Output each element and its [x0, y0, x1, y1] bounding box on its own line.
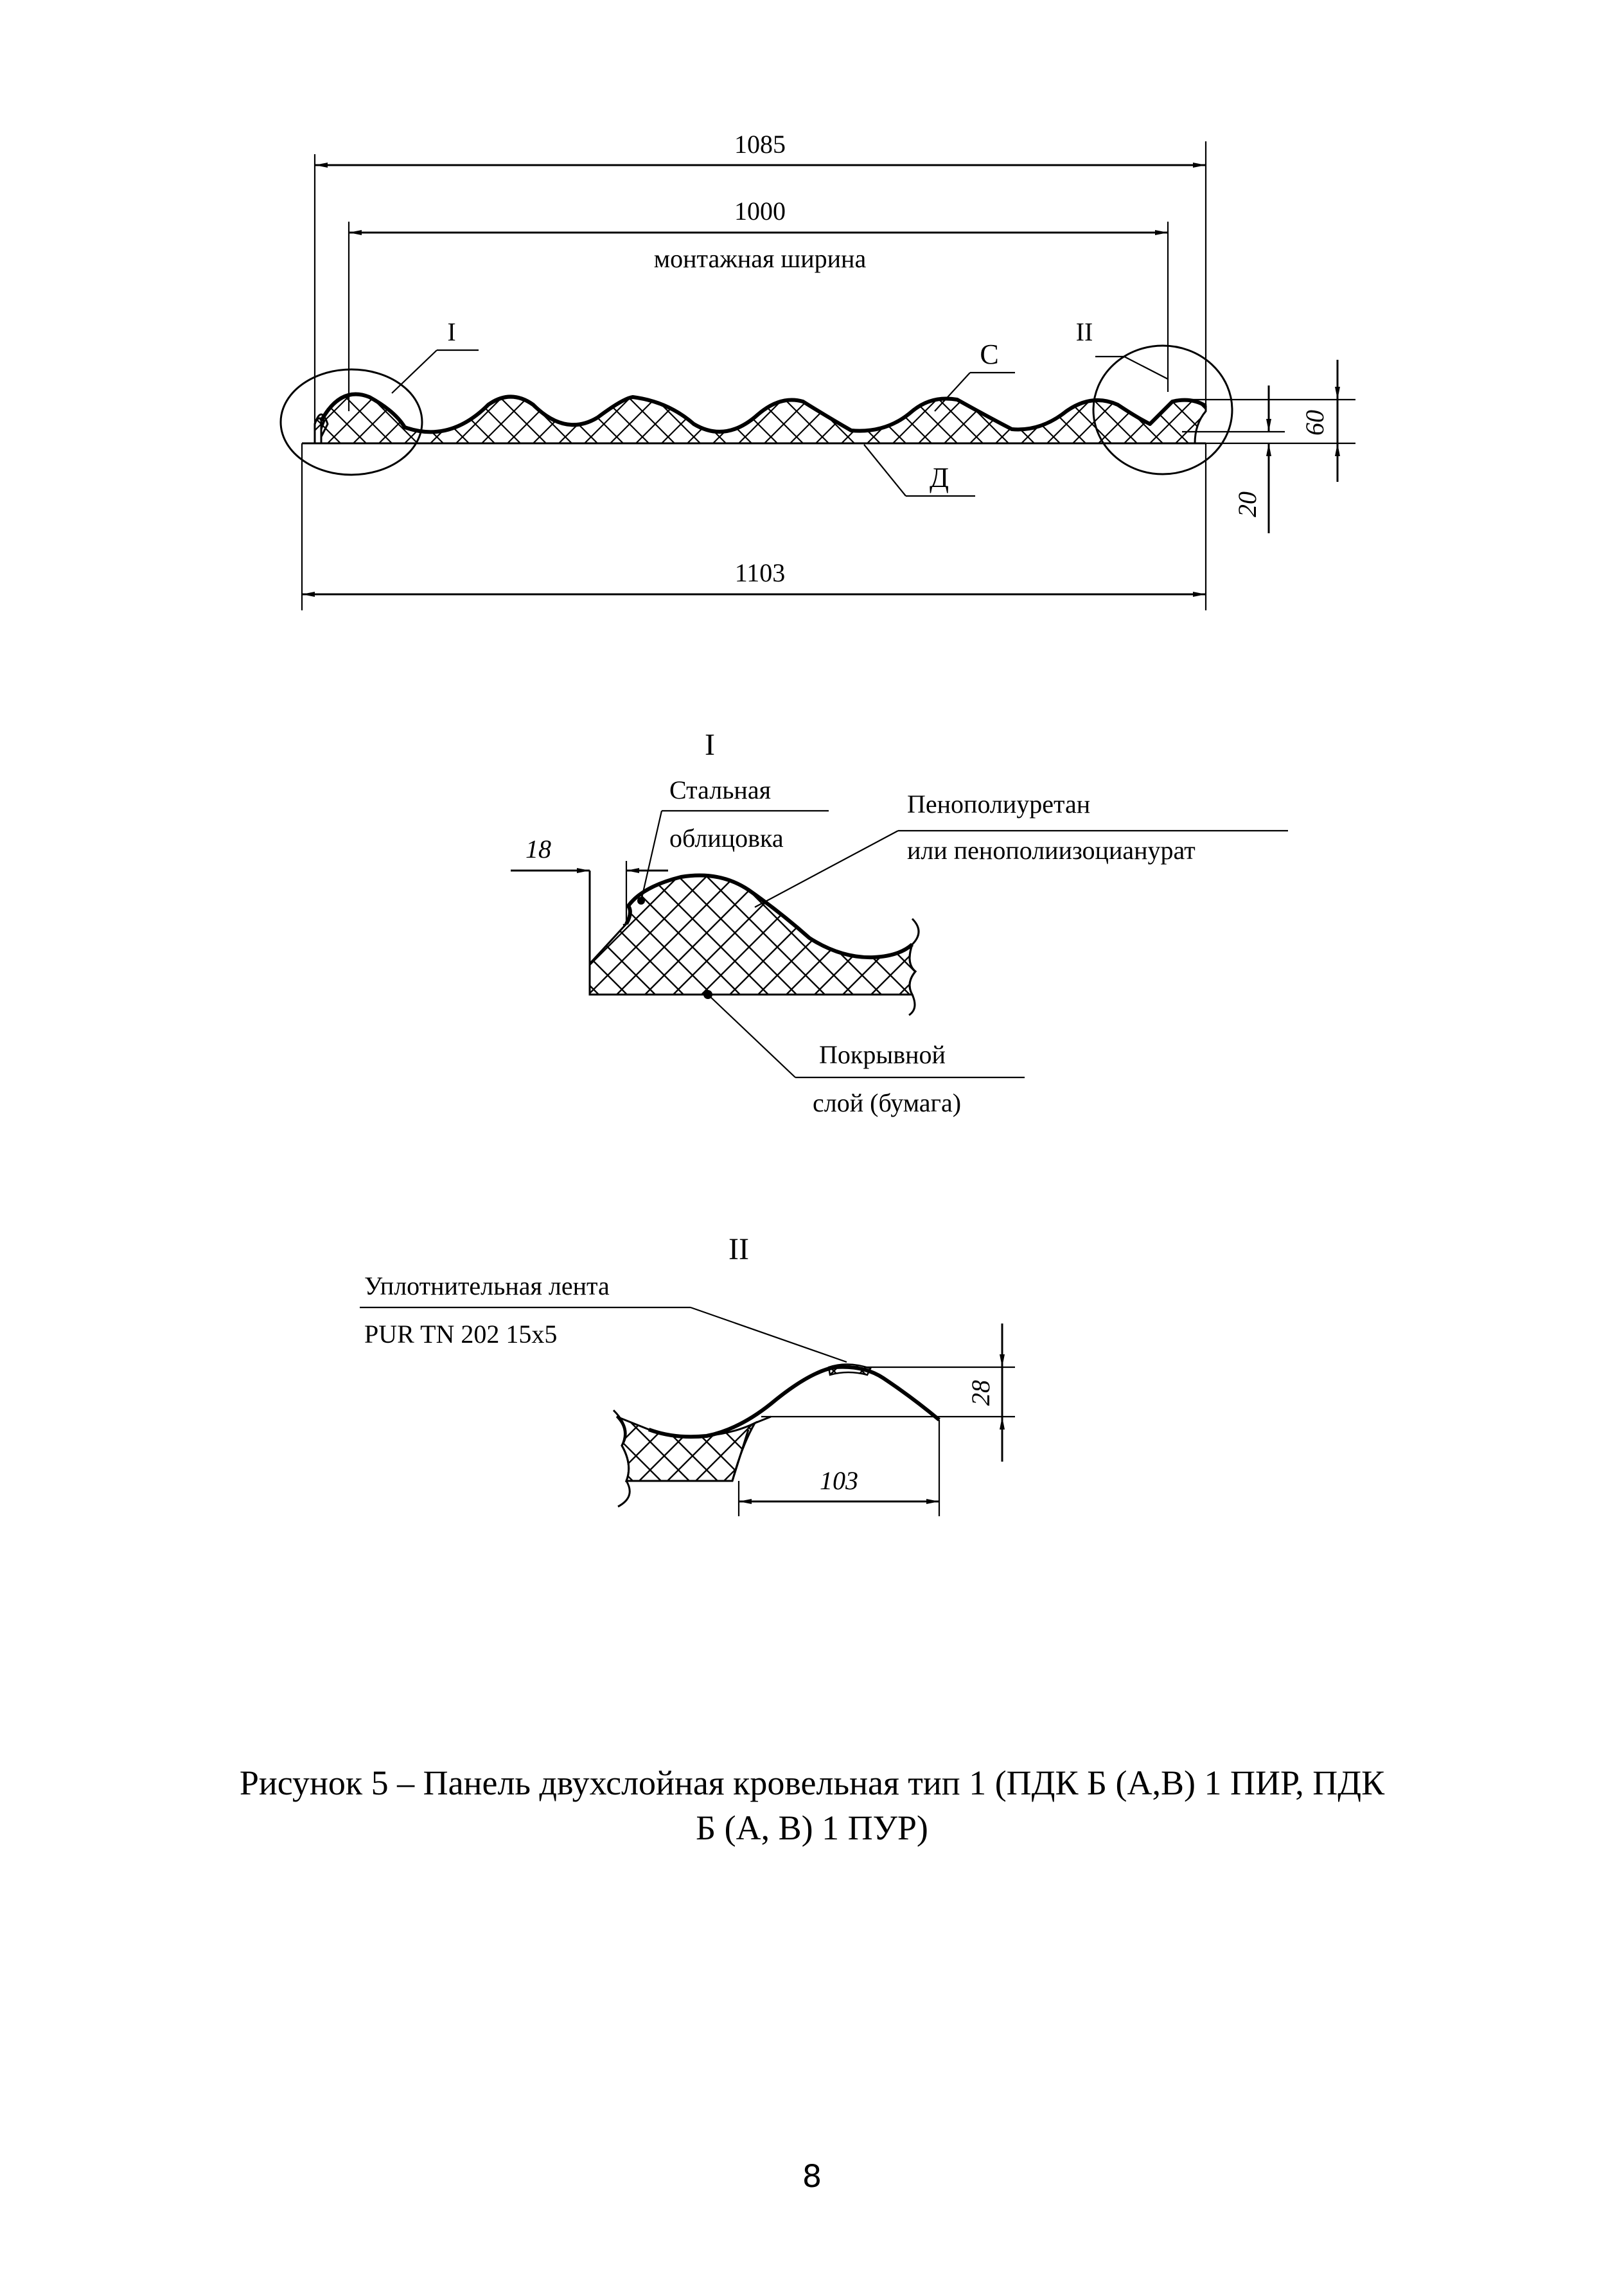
- steel-label-line1: Стальная: [669, 775, 771, 804]
- dim-1103-label: 1103: [734, 558, 786, 587]
- panel-foam-body: [315, 394, 1206, 443]
- panel-cross-section: [281, 130, 1355, 610]
- foam-label-line1: Пенополиуретан: [907, 790, 1091, 819]
- detail-II-dim-28: 28: [966, 1380, 995, 1406]
- callout-II-label: II: [1075, 317, 1093, 346]
- figure-caption-line1: Рисунок 5 – Панель двухслойная кровельная тип 1 (ПДК Б (А,В) 1 ПИР, ПДК: [239, 1764, 1385, 1802]
- label-C: С: [980, 339, 999, 370]
- dim-1085-label: 1085: [734, 130, 786, 159]
- figure-caption-line2: Б (А, В) 1 ПУР): [696, 1809, 928, 1847]
- detail-I-dim-18: 18: [525, 835, 551, 863]
- dim-1000-label: 1000: [734, 197, 786, 226]
- detail-II: [360, 1232, 1015, 1516]
- foam-label-line2: или пенополиизоцианурат: [907, 836, 1196, 865]
- detail-I: [511, 728, 1288, 1117]
- tape-label-line2: PUR TN 202 15x5: [364, 1320, 558, 1349]
- detail-II-dim-103: 103: [820, 1466, 858, 1495]
- detail-I-title: I: [705, 728, 715, 762]
- tape-label-line1: Уплотнительная лента: [364, 1271, 610, 1300]
- label-D: Д: [929, 462, 949, 493]
- sealing-tape: [829, 1364, 870, 1375]
- mount-width-label: монтажная ширина: [653, 244, 867, 273]
- page-number: 8: [802, 2159, 822, 2195]
- dim-20-label: 20: [1233, 491, 1262, 517]
- steel-label-line2: облицовка: [669, 824, 784, 853]
- callout-I-label: I: [447, 317, 456, 346]
- dim-60-label: 60: [1300, 410, 1329, 436]
- detail-II-title: II: [728, 1232, 749, 1266]
- cover-label-line2: слой (бумага): [813, 1088, 962, 1117]
- cover-label-line1: Покрывной: [819, 1040, 946, 1069]
